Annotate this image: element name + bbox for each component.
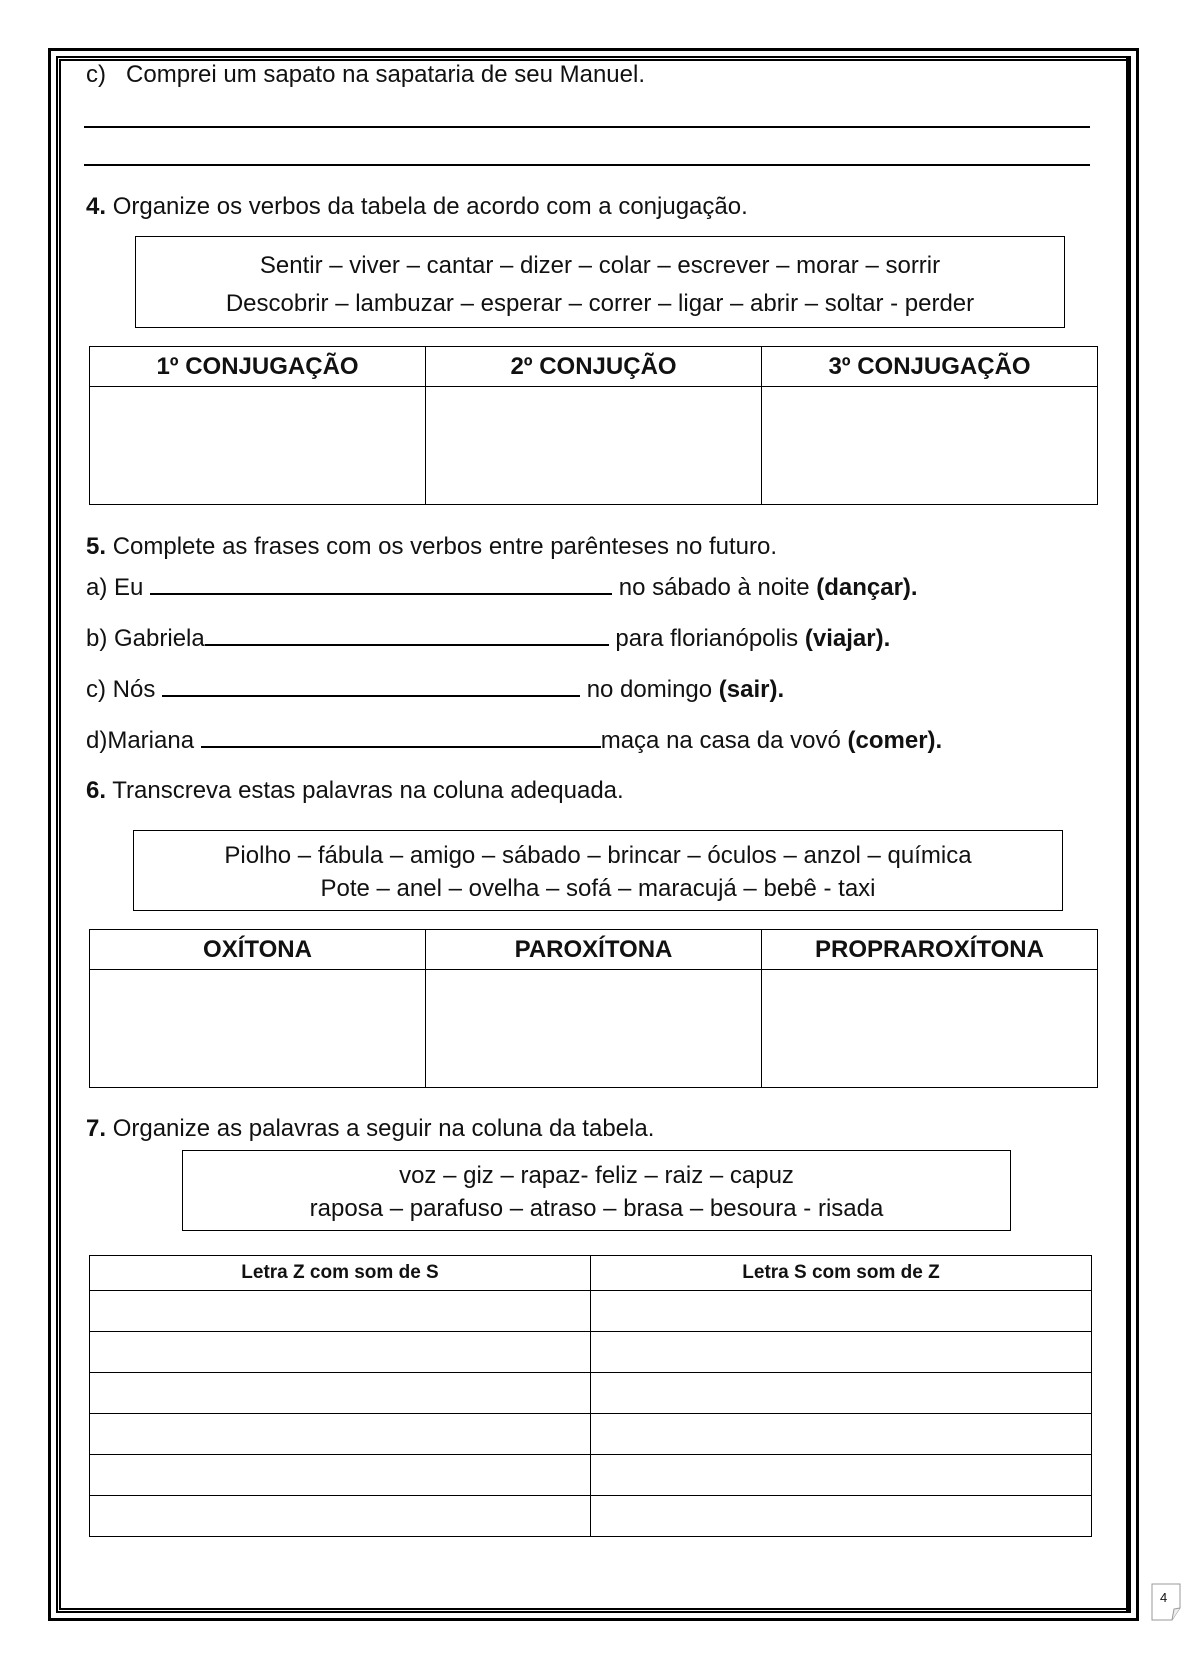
q7-answer-cell[interactable] bbox=[90, 1455, 591, 1496]
q7-answer-row bbox=[90, 1373, 1092, 1414]
q7-answer-row bbox=[90, 1291, 1092, 1332]
q6-header-1: OXÍTONA bbox=[90, 930, 426, 970]
q5-item-verb: (comer). bbox=[847, 727, 943, 754]
q6-answer-cell[interactable] bbox=[90, 970, 426, 1088]
q5-blank[interactable] bbox=[150, 571, 612, 595]
q4-table bbox=[89, 346, 1098, 505]
item-c bbox=[86, 60, 645, 90]
q5-item-verb: (viajar). bbox=[804, 625, 891, 652]
question-7-text: Organize as palavras a seguir na coluna da tabela. bbox=[112, 1115, 655, 1142]
question-7-number: 7. bbox=[86, 1115, 107, 1142]
q5-item-suffix: maça na casa da vovó bbox=[600, 727, 841, 754]
question-6 bbox=[86, 776, 624, 806]
q5-item-suffix: no domingo bbox=[586, 676, 713, 703]
question-6-text: Transcreva estas palavras na coluna adequada. bbox=[112, 777, 624, 804]
q5-blank[interactable] bbox=[162, 673, 580, 697]
q7-answer-row bbox=[90, 1455, 1092, 1496]
q6-header-3: PROPRAROXÍTONA bbox=[762, 930, 1098, 970]
item-c-prefix: c) bbox=[86, 61, 106, 88]
q6-word-box bbox=[133, 830, 1063, 911]
q7-answer-cell[interactable] bbox=[591, 1414, 1092, 1455]
q7-header-row bbox=[90, 1256, 1092, 1291]
q7-words-line-1: voz – giz – rapaz- feliz – raiz – capuz bbox=[399, 1162, 794, 1189]
q7-answer-cell[interactable] bbox=[90, 1373, 591, 1414]
q5-blank[interactable] bbox=[201, 724, 601, 748]
q5-blank[interactable] bbox=[205, 622, 609, 646]
q6-words-line-2: Pote – anel – ovelha – sofá – maracujá – bebê - taxi bbox=[320, 875, 876, 902]
q6-answer-row bbox=[90, 970, 1098, 1088]
q4-header-2: 2º CONJUÇÃO bbox=[426, 347, 762, 387]
q7-header-1: Letra Z com som de S bbox=[90, 1256, 591, 1291]
q5-item-prefix: c) Nós bbox=[86, 676, 156, 703]
q7-answer-cell[interactable] bbox=[90, 1496, 591, 1537]
answer-line-1[interactable] bbox=[84, 126, 1090, 128]
q4-header-3: 3º CONJUGAÇÃO bbox=[762, 347, 1098, 387]
q6-header-row bbox=[90, 930, 1098, 970]
q5-item-prefix: a) Eu bbox=[86, 574, 144, 601]
q7-answer-cell[interactable] bbox=[591, 1373, 1092, 1414]
q6-header-2: PAROXÍTONA bbox=[426, 930, 762, 970]
q5-item-verb: (sair). bbox=[718, 676, 785, 703]
q4-header-1: 1º CONJUGAÇÃO bbox=[90, 347, 426, 387]
q7-answer-row bbox=[90, 1414, 1092, 1455]
q7-answer-cell[interactable] bbox=[591, 1455, 1092, 1496]
q5-item-suffix: no sábado à noite bbox=[618, 574, 810, 601]
question-7 bbox=[86, 1114, 654, 1144]
q4-answer-cell[interactable] bbox=[426, 387, 762, 505]
question-6-number: 6. bbox=[86, 777, 107, 804]
question-4 bbox=[86, 192, 748, 222]
question-4-number: 4. bbox=[86, 193, 107, 220]
question-4-text: Organize os verbos da tabela de acordo com a conjugação. bbox=[112, 193, 748, 220]
q5-item-prefix: b) Gabriela bbox=[86, 625, 205, 652]
q5-item-verb: (dançar). bbox=[816, 574, 918, 601]
q5-item-d bbox=[86, 724, 942, 756]
q7-answer-row bbox=[90, 1496, 1092, 1537]
q6-answer-cell[interactable] bbox=[762, 970, 1098, 1088]
page-number: 4 bbox=[1160, 1590, 1168, 1605]
item-c-text: Comprei um sapato na sapataria de seu Manuel. bbox=[126, 61, 645, 88]
q5-item-b bbox=[86, 622, 890, 654]
q7-header-2: Letra S com som de Z bbox=[591, 1256, 1092, 1291]
q4-words-line-2: Descobrir – lambuzar – esperar – correr – ligar – abrir – soltar - perder bbox=[225, 290, 975, 317]
q5-item-suffix: para florianópolis bbox=[615, 625, 799, 652]
q6-answer-cell[interactable] bbox=[426, 970, 762, 1088]
q6-words-line-1: Piolho – fábula – amigo – sábado – brincar – óculos – anzol – química bbox=[224, 842, 972, 869]
q5-item-a bbox=[86, 571, 918, 603]
q6-table bbox=[89, 929, 1098, 1088]
q4-answer-cell[interactable] bbox=[90, 387, 426, 505]
q7-answer-cell[interactable] bbox=[591, 1291, 1092, 1332]
q7-answer-cell[interactable] bbox=[591, 1332, 1092, 1373]
q4-answer-row bbox=[90, 387, 1098, 505]
q4-word-box bbox=[135, 236, 1065, 328]
q7-answer-cell[interactable] bbox=[90, 1291, 591, 1332]
question-5 bbox=[86, 532, 777, 562]
question-5-text: Complete as frases com os verbos entre parênteses no futuro. bbox=[112, 533, 778, 560]
q5-item-c bbox=[86, 673, 784, 705]
q7-word-box bbox=[182, 1150, 1011, 1231]
q4-words-line-1: Sentir – viver – cantar – dizer – colar – escrever – morar – sorrir bbox=[259, 252, 941, 279]
q4-header-row bbox=[90, 347, 1098, 387]
q7-answer-cell[interactable] bbox=[90, 1414, 591, 1455]
q7-words-line-2: raposa – parafuso – atraso – brasa – besoura - risada bbox=[309, 1195, 884, 1222]
q7-answer-cell[interactable] bbox=[591, 1496, 1092, 1537]
question-5-number: 5. bbox=[86, 533, 107, 560]
q5-item-prefix: d)Mariana bbox=[86, 727, 195, 754]
q4-answer-cell[interactable] bbox=[762, 387, 1098, 505]
q7-table bbox=[89, 1255, 1092, 1537]
q7-answer-row bbox=[90, 1332, 1092, 1373]
answer-line-2[interactable] bbox=[84, 164, 1090, 166]
q7-answer-cell[interactable] bbox=[90, 1332, 591, 1373]
